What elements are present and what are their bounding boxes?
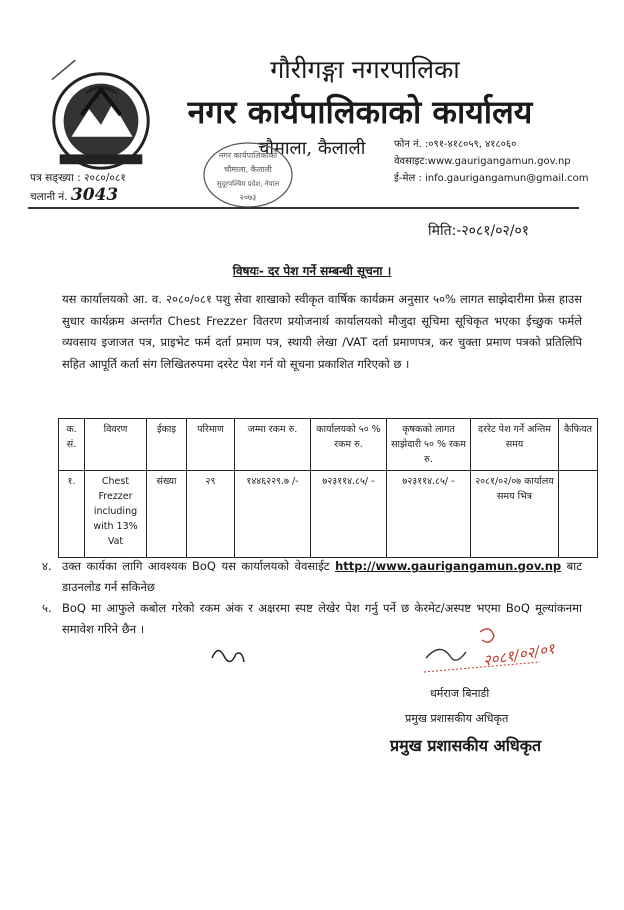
stamp-line-1: नगर कार्यपालिकाको	[218, 151, 278, 160]
chalani-label: चलानी नं.	[30, 191, 71, 203]
subject-line	[0, 262, 624, 279]
nepal-emblem-logo	[42, 60, 160, 178]
table-cell: संख्या	[147, 471, 187, 558]
chalani-line	[30, 187, 126, 206]
handwritten-date: २०८१/०२/०१	[481, 639, 557, 670]
officer-title-stamp: प्रमुख प्रशासकीय अधिकृत	[390, 736, 542, 755]
table-cell: १४४६२२९.७ /-	[235, 471, 311, 558]
officer-signature	[420, 622, 580, 682]
stamp-line-2: चौमाला, कैलाली	[224, 165, 272, 174]
table-header-cell: क. सं.	[59, 419, 85, 471]
email-text[interactable]: ई-मेल : info.gaurigangamun@gmail.com	[394, 173, 589, 184]
table-header-cell: ईकाइ	[147, 419, 187, 471]
municipality-name: गौरीगङ्गा नगरपालिका	[270, 55, 460, 84]
table-cell: Chest Frezzer including with 13% Vat	[85, 471, 147, 558]
table-cell	[559, 471, 598, 558]
rate-table	[58, 418, 598, 558]
note-text: BoQ मा आफुले कबोल गरेको रकम अंक र अक्षरमा स्पष्ट लेखेर पेश गर्नु पर्ने छ केरमेट/अस्पष्ट भएमा BoQ मूल्यांकनमा समावेश गरिने छैन ।	[62, 601, 582, 636]
table-cell: १.	[59, 471, 85, 558]
office-stamp	[200, 140, 296, 210]
table-header-cell: दररेट पेश गर्ने अन्तिम समय	[471, 419, 559, 471]
stamp-line-3: सुदूरपश्चिम प्रदेश, नेपाल	[216, 180, 280, 188]
table-header-cell: कार्यालयको ५० % रकम रु.	[311, 419, 387, 471]
patra-sankhya: पत्र सङ्ख्या : २०८०/०८१	[30, 172, 126, 184]
office-location: चौमाला, कैलाली	[258, 138, 366, 159]
table-header-cell: विवरण	[85, 419, 147, 471]
officer-title: प्रमुख प्रशासकीय अधिकृत	[405, 712, 509, 725]
initial-signature	[208, 640, 248, 670]
contact-block	[394, 136, 588, 187]
chalani-number: 3043	[70, 185, 119, 205]
table-row	[59, 471, 598, 558]
letter-date: मिति:-२०८१/०२/०१	[428, 223, 530, 239]
table-cell: ७२३११४.८५/ -	[311, 471, 387, 558]
note-text-after: बाट डाउनलोड गर्न सकिनेछ	[62, 559, 582, 594]
note-text	[62, 556, 582, 598]
office-title: नगर कार्यपालिकाको कार्यालय	[187, 93, 533, 131]
header-divider	[28, 207, 579, 209]
table-header-cell: कृषकको लागत साझेदारी ५० % रकम रु.	[387, 419, 471, 471]
stamp-line-4: २०७३	[239, 193, 257, 202]
table-header-cell: जम्मा रकम रु.	[235, 419, 311, 471]
note-number: ४.	[42, 559, 52, 573]
reference-block	[30, 170, 126, 206]
subject-text: विषयः- दर पेश गर्ने सम्बन्धी सूचना ।	[232, 264, 392, 278]
table-header-cell: कैफियत	[559, 419, 598, 471]
note-number: ५.	[42, 601, 52, 615]
officer-name: धर्मराज बिनाडी	[430, 687, 490, 700]
phone-number: फोन नं. :०९१-४१८०५९, ४१८०६०	[394, 139, 517, 150]
table-header-cell: परिमाण	[187, 419, 235, 471]
table-header-row	[59, 419, 598, 471]
note-text-before: उक्त कार्यका लागि आवश्यक BoQ यस कार्यालयको वेवसाईट	[62, 559, 336, 573]
website-text[interactable]: वेवसाइट:www.gaurigangamun.gov.np	[394, 156, 571, 167]
notice-body: यस कार्यालयको आ. व. २०८०/०८१ पशु सेवा शाखाको स्वीकृत वार्षिक कार्यक्रम अनुसार ५०% लागत साझेदारीमा फ्रेस हाउस सुधार कार्यक्रम अन्तर्गत Chest Frezzer वितरण प्रयोजनार्थ कार्यालयको मौजुदा सूचिमा सूचिकृत भएका ईच्छुक फर्मले व्यवसाय इजाजत पत्र, प्राइभेट फर्म दर्ता प्रमाण पत्र, स्थायी लेखा /VAT दर्ता प्रमाणपत्र, कर चुक्ता प्रमाण पत्रको प्रतिलिपि सहित आपूर्ति कर्ता संग लिखितरुपमा दररेट पेश गर्न यो सूचना प्रकाशित गरिएको छ ।	[62, 292, 582, 371]
website-link[interactable]: http://www.gaurigangamun.gov.np	[335, 559, 562, 573]
note-item	[42, 556, 582, 598]
table-cell: २०८१/०२/०७ कार्यालय समय भित्र	[471, 471, 559, 558]
table-cell: २९	[187, 471, 235, 558]
table-cell: ७२३११४.८५/ -	[387, 471, 471, 558]
